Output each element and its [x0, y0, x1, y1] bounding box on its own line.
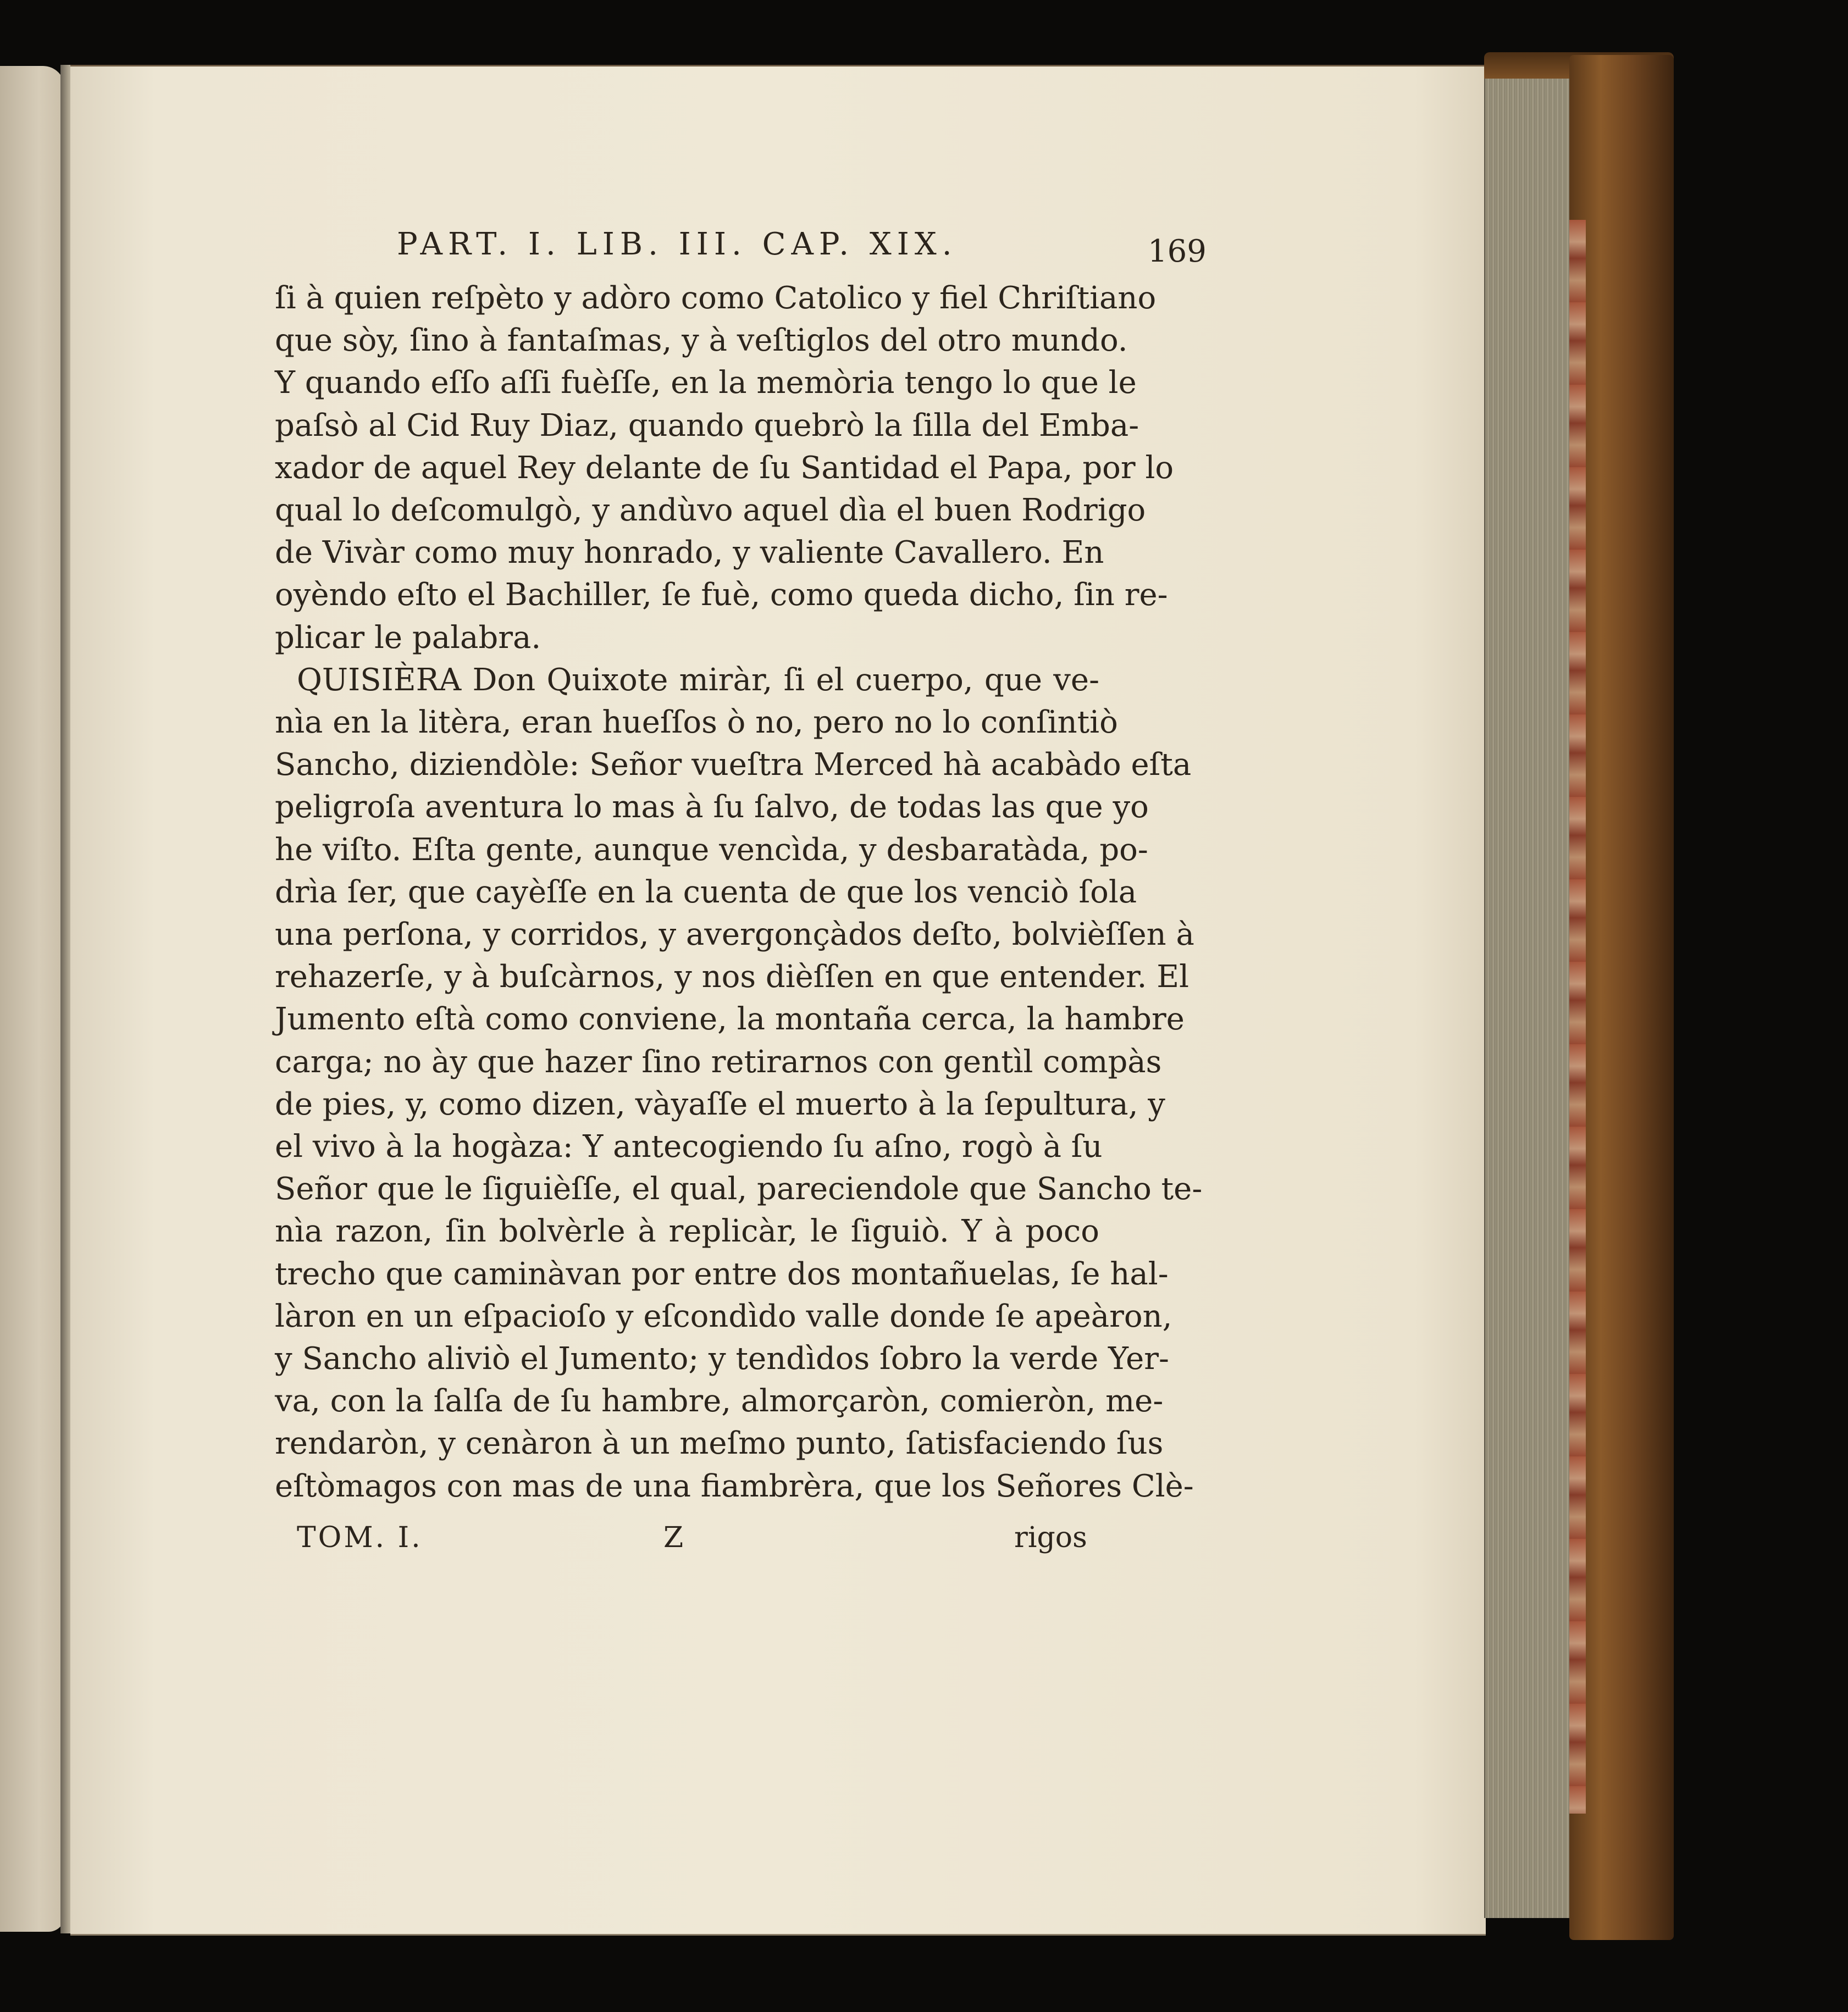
marbled-endpaper: [1569, 220, 1586, 1814]
text-line: Y quando eſſo aſſi fuèſſe, en la memòria tengo lo que le: [275, 365, 1137, 401]
catchword: rigos: [1014, 1521, 1087, 1554]
text-line: va, con la ſalſa de ſu hambre, almorçaròn, comieròn, me-: [275, 1383, 1164, 1419]
text-line: una perſona, y corridos, y avergonçàdos deſto, bolvièſſen à: [275, 917, 1194, 952]
text-line: ſi à quien reſpèto y adòro como Catolico y fiel Chriſtiano: [275, 280, 1157, 316]
text-line: QUISIÈRA Don Quixote miràr, ſi el cuerpo, que ve-: [297, 662, 1099, 698]
text-line: drìa ſer, que cayèſſe en la cuenta de que los venciò ſola: [275, 874, 1137, 910]
text-line: qual lo deſcomulgò, y andùvo aquel dìa el buen Rodrigo: [275, 492, 1146, 528]
text-line: trecho que caminàvan por entre dos montañuelas, ſe hal-: [275, 1256, 1169, 1292]
text-line: y Sancho aliviò el Jumento; y tendìdos ſobro la verde Yer-: [275, 1341, 1169, 1377]
text-line: rehazerſe, y à buſcàrnos, y nos dièſſen en que entender. El: [275, 959, 1189, 995]
text-line: eſtòmagos con mas de una fiambrèra, que los Señores Clè-: [275, 1468, 1194, 1504]
page-number: 169: [1148, 234, 1207, 269]
text-line: el vivo à la hogàza: Y antecogiendo ſu aſno, rogò à ſu: [275, 1129, 1103, 1165]
text-line: Sancho, diziendòle: Señor vueſtra Merced hà acabàdo eſta: [275, 747, 1192, 783]
text-line: carga; no ày que hazer ſino retirarnos con gentìl compàs: [275, 1044, 1162, 1080]
text-line: peligroſa aventura lo mas à ſu ſalvo, de todas las que yo: [275, 789, 1149, 825]
text-line: nìa en la litèra, eran hueſſos ò no, pero no lo conſintiò: [275, 705, 1118, 740]
volume-mark: TOM. I.: [297, 1521, 423, 1554]
text-line: paſsò al Cid Ruy Diaz, quando quebrò la ſilla del Emba-: [275, 408, 1139, 444]
signature-mark: Z: [663, 1521, 684, 1554]
page-edges: [1484, 77, 1570, 1918]
text-line: de Vivàr como muy honrado, y valiente Cavallero. En: [275, 535, 1104, 570]
running-head: PART. I. LIB. III. CAP. XIX.: [397, 226, 958, 262]
text-line: plicar le palabra.: [275, 620, 541, 656]
text-line: xador de aquel Rey delante de ſu Santidad el Papa, por lo: [275, 450, 1174, 486]
text-line: oyèndo eſto el Bachiller, ſe fuè, como queda dicho, ſin re-: [275, 577, 1168, 613]
text-line: Señor que le ſiguièſſe, el qual, pareciendole que Sancho te-: [275, 1171, 1203, 1207]
text-line: rendaròn, y cenàron à un meſmo punto, ſatisfaciendo ſus: [275, 1426, 1164, 1461]
facing-page-edge: [0, 66, 65, 1932]
text-line: làron en un eſpacioſo y eſcondìdo valle donde ſe apeàron,: [275, 1299, 1172, 1334]
text-line: que sòy, ſino à fantaſmas, y à veſtiglos del otro mundo.: [275, 323, 1128, 358]
text-line: Jumento eſtà como conviene, la montaña cerca, la hambre: [275, 1001, 1185, 1037]
text-line: de pies, y, como dizen, vàyaſſe el muerto à la ſepultura, y: [275, 1087, 1165, 1122]
text-line: nìa razon, ſin bolvèrle à replicàr, le ſiguiò. Y à poco: [275, 1213, 1099, 1249]
text-line: he viſto. Eſta gente, aunque vencìda, y desbaratàda, po-: [275, 832, 1148, 868]
